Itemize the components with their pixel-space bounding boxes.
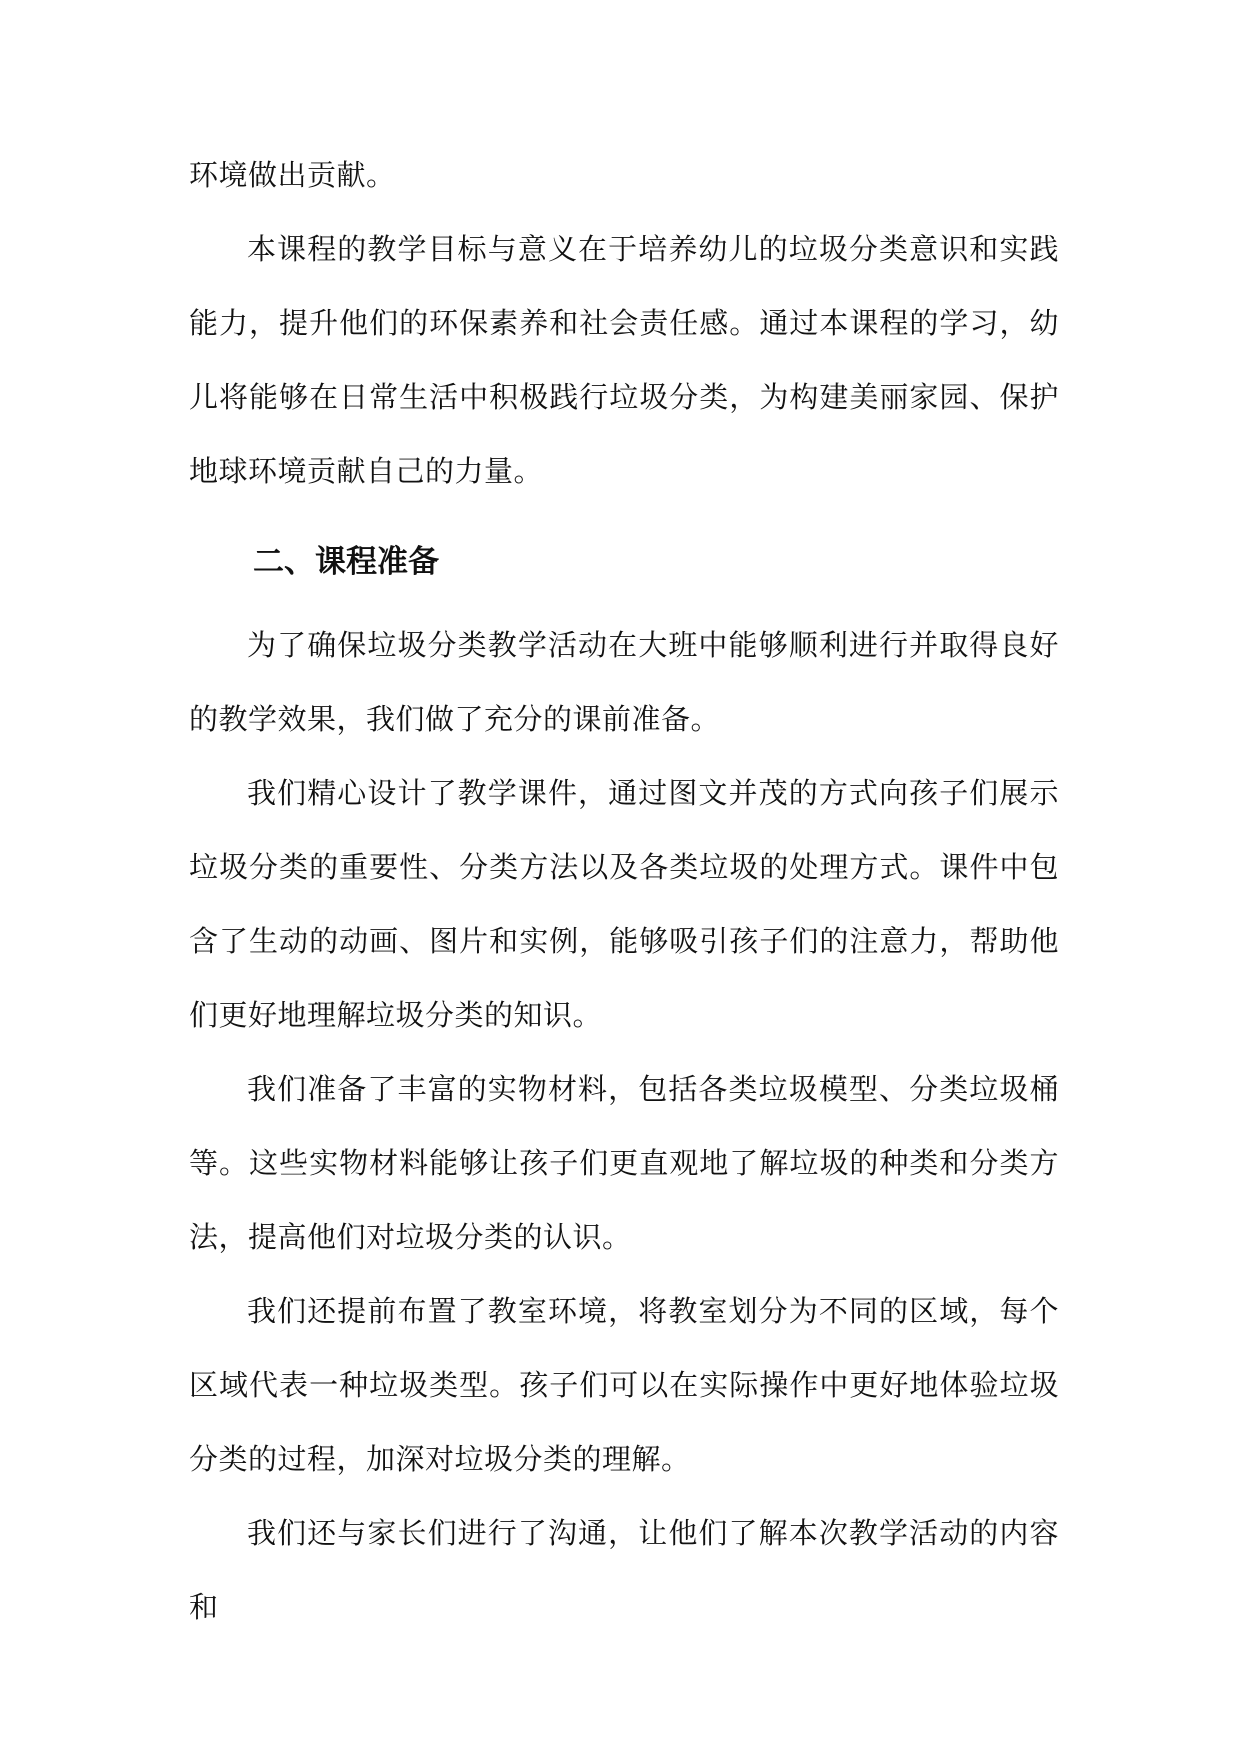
paragraph-parent-communication: 我们还与家长们进行了沟通，让他们了解本次教学活动的内容和 <box>189 1516 1059 1624</box>
paragraph-classroom-environment: 我们还提前布置了教室环境，将教室划分为不同的区域，每个区域代表一种垃圾类型。孩子们可以在实际操作中更好地体验垃圾分类的过程，加深对垃圾分类的理解。 <box>189 1294 1059 1476</box>
paragraph-continuation: 环境做出贡献。 <box>189 158 396 192</box>
paragraph-teaching-goals: 本课程的教学目标与意义在于培养幼儿的垃圾分类意识和实践能力，提升他们的环保素养和社会责任感。通过本课程的学习，幼儿将能够在日常生活中积极践行垃圾分类，为构建美丽家园、保护地球环境贡献自己的力量。 <box>189 232 1059 488</box>
document-body <box>189 138 1059 1644</box>
section-heading-course-preparation: 二、课程准备 <box>253 544 439 580</box>
paragraph-courseware: 我们精心设计了教学课件，通过图文并茂的方式向孩子们展示垃圾分类的重要性、分类方法以及各类垃圾的处理方式。课件中包含了生动的动画、图片和实例，能够吸引孩子们的注意力，帮助他们更好地理解垃圾分类的知识。 <box>189 776 1059 1032</box>
paragraph-preparation-intro: 为了确保垃圾分类教学活动在大班中能够顺利进行并取得良好的教学效果，我们做了充分的课前准备。 <box>189 628 1059 736</box>
paragraph-materials: 我们准备了丰富的实物材料，包括各类垃圾模型、分类垃圾桶等。这些实物材料能够让孩子们更直观地了解垃圾的种类和分类方法，提高他们对垃圾分类的认识。 <box>189 1072 1059 1254</box>
